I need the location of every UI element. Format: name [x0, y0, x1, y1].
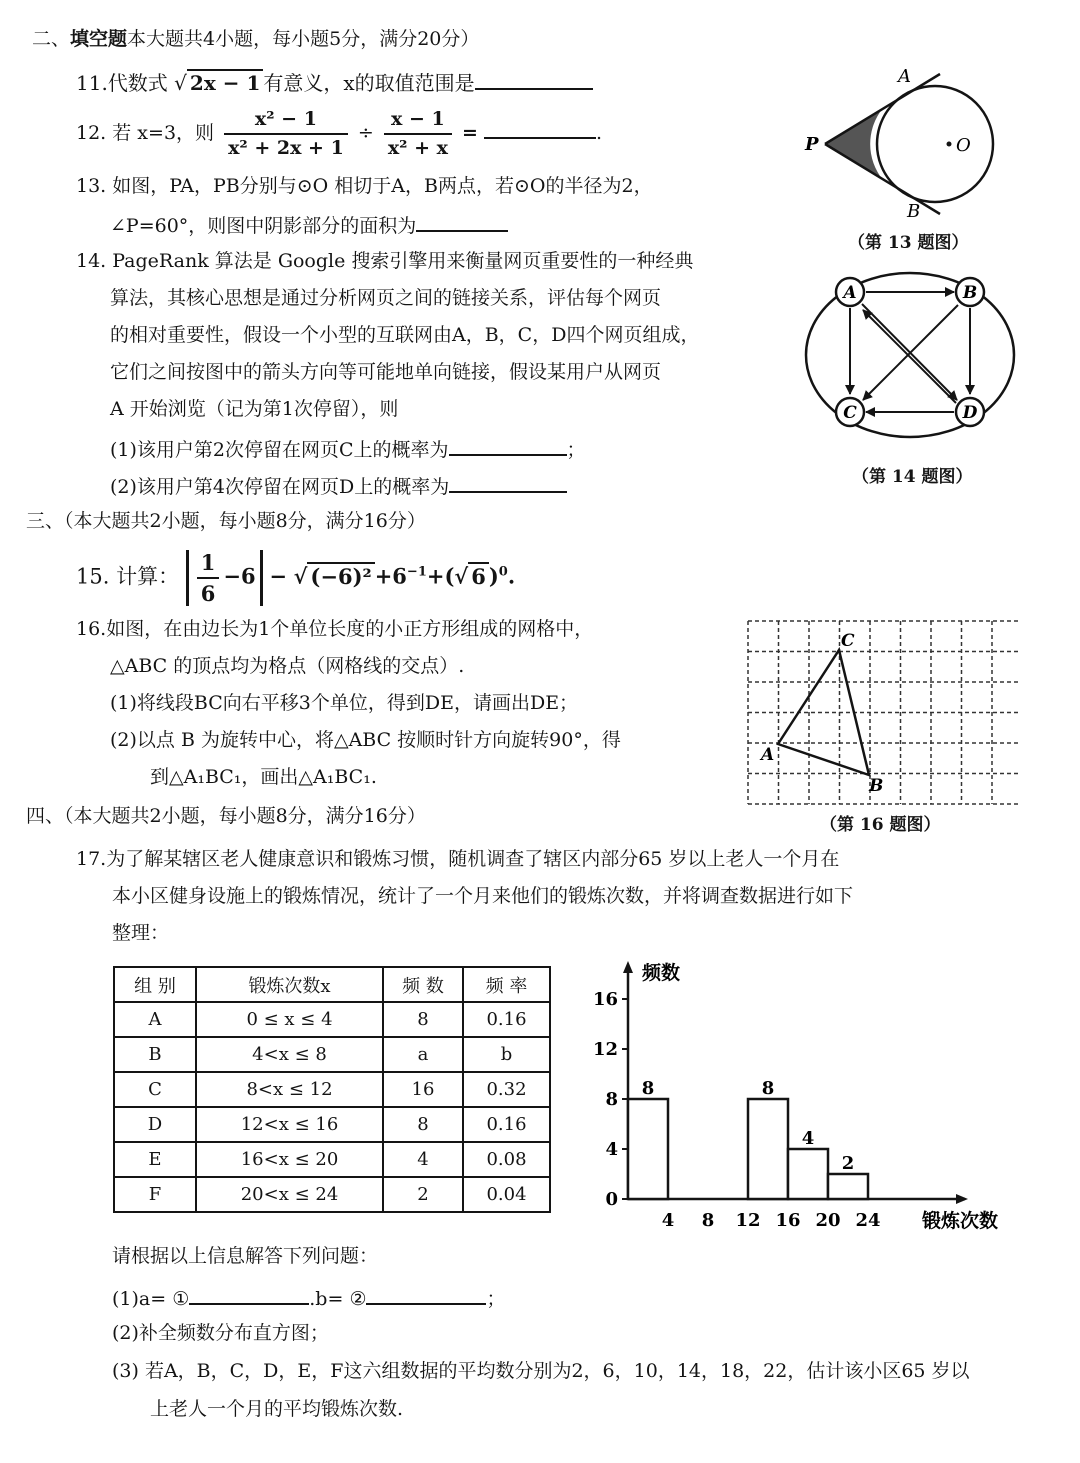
question-11 [76, 70, 593, 95]
blank-marker-1: ① [172, 1288, 190, 1310]
figure-13 [795, 62, 1005, 222]
question-text: (1)a= [112, 1288, 167, 1310]
fraction-2 [384, 108, 452, 160]
cell: 2 [383, 1177, 463, 1212]
question-16-line1: 16.如图，在由边长为1个单位长度的小正方形组成的网格中， [76, 618, 594, 640]
question-text: (2)该用户第4次停留在网页D上的概率为 [110, 476, 450, 498]
fraction-1 [224, 108, 348, 160]
y-tick-label: 4 [605, 1139, 618, 1160]
histogram-bar [628, 1099, 668, 1199]
label-a: A [898, 66, 911, 87]
divide-sign: ÷ [357, 121, 374, 144]
y-axis-label: 频数 [642, 962, 681, 984]
frequency-histogram [590, 955, 1030, 1240]
answer-blank[interactable] [449, 473, 567, 493]
cell: 20<x ≤ 24 [196, 1177, 383, 1212]
x-tick-label: 4 [661, 1210, 675, 1231]
question-14-sub2 [110, 473, 567, 499]
blank-marker-2: ② [349, 1288, 367, 1310]
exponent: 0 [498, 564, 508, 580]
cell: 0 ≤ x ≤ 4 [196, 1002, 383, 1037]
question-13-line1: 13. 如图，PA，PB分别与⊙O 相切于A，B两点，若⊙O的半径为2， [76, 175, 653, 197]
node-b-label: B [962, 283, 978, 303]
term: +( [426, 563, 455, 589]
question-17-sub2: (2)补全频数分布直方图； [112, 1322, 329, 1344]
question-16-line4: (2)以点 B 为旋转中心，将△ABC 按顺时针方向旋转90°，得 [110, 729, 621, 751]
question-14-line4: 它们之间按图中的箭头方向等可能地单向链接，假设某用户从网页 [110, 361, 662, 383]
label-c: C [841, 631, 855, 651]
node-d-label: D [962, 403, 978, 423]
question-17-line1: 17.为了解某辖区老人健康意识和锻炼习惯，随机调查了辖区内部分65 岁以上老人一个月在 [76, 848, 840, 870]
term: −6 [223, 563, 256, 589]
frequency-table [113, 966, 551, 1213]
x-axis-arrow [956, 1194, 968, 1204]
cell: b [463, 1037, 550, 1072]
figure-16 [745, 618, 1020, 808]
header-group: 组 别 [114, 967, 196, 1002]
tangent-pb [825, 144, 940, 214]
cell: 8 [383, 1002, 463, 1037]
question-16-line2: △ABC 的顶点均为格点（网格线的交点）. [110, 655, 465, 677]
answer-blank[interactable] [449, 436, 567, 456]
answer-blank-a[interactable] [189, 1285, 309, 1305]
node-d [956, 398, 984, 426]
question-14-sub1 [110, 436, 586, 462]
histogram-bar [828, 1174, 868, 1199]
sqrt-expression: √ 2x − 1 [174, 69, 263, 95]
figure-13-caption: （第 13 题图） [848, 233, 969, 253]
label-b: B [869, 776, 884, 796]
question-14-line5: A 开始浏览（记为第1次停留），则 [110, 398, 399, 420]
denominator: 6 [200, 581, 216, 607]
denominator: x² + x [387, 136, 448, 159]
x-tick-label: 24 [855, 1210, 881, 1231]
label-a: A [761, 745, 775, 765]
denominator: x² + 2x + 1 [228, 136, 344, 159]
punctuation: ； [486, 1288, 506, 1310]
cell: 4<x ≤ 8 [196, 1037, 383, 1072]
bar-value-label: 4 [801, 1128, 815, 1149]
cell: a [383, 1037, 463, 1072]
absolute-value [186, 550, 263, 606]
section-3-heading: 三、（本大题共2小题，每小题8分，满分16分） [26, 510, 426, 532]
question-text: (1)该用户第2次停留在网页C上的概率为 [110, 439, 449, 461]
cell: 8 [383, 1107, 463, 1142]
question-12 [76, 108, 602, 160]
header-rate: 频 率 [463, 967, 550, 1002]
term: ) [488, 563, 499, 589]
cell: 16<x ≤ 20 [196, 1142, 383, 1177]
table-row [114, 1072, 550, 1107]
section-description: 本大题共4小题，每小题5分，满分20分） [127, 28, 480, 50]
y-tick-label: 0 [605, 1189, 618, 1210]
table-row [114, 1037, 550, 1072]
question-16-line3: (1)将线段BC向右平移3个单位，得到DE，请画出DE； [110, 692, 579, 714]
question-17-sub1 [112, 1285, 506, 1311]
center-point [947, 142, 952, 147]
table-row [114, 1177, 550, 1212]
question-text: ∠P=60°，则图中阴影部分的面积为 [110, 215, 417, 237]
answer-blank[interactable] [484, 119, 596, 139]
question-14-line2: 算法，其核心思想是通过分析网页之间的链接关系，评估每个网页 [110, 287, 662, 309]
node-a-label: A [843, 283, 857, 303]
exponent: −1 [406, 564, 427, 580]
table-row [114, 1142, 550, 1177]
question-text: 若 x=3，则 [112, 121, 215, 144]
answer-blank-b[interactable] [366, 1285, 486, 1305]
cell: E [114, 1142, 196, 1177]
section-2-heading [32, 28, 479, 51]
table-header-row [114, 967, 550, 1002]
cell: B [114, 1037, 196, 1072]
label-p: P [805, 134, 819, 155]
radicand: 2x − 1 [187, 69, 263, 95]
cell: 12<x ≤ 16 [196, 1107, 383, 1142]
cell: 0.04 [463, 1177, 550, 1212]
figure-14 [800, 270, 1020, 450]
figure-14-caption: （第 14 题图） [852, 467, 973, 487]
section-number: 二、 [32, 28, 71, 50]
question-number: 12. [76, 121, 107, 144]
header-frequency: 频 数 [383, 967, 463, 1002]
question-17-sub3-line1: (3) 若A，B，C，D，E，F这六组数据的平均数分别为2，6，10，14，18，22，估计该小区65 岁以 [112, 1360, 970, 1382]
label-b: B [907, 201, 921, 222]
question-17-line2: 本小区健身设施上的锻炼情况，统计了一个月来他们的锻炼次数，并将调查数据进行如下 [112, 885, 854, 907]
y-tick-label: 8 [605, 1089, 618, 1110]
period: . [507, 563, 516, 589]
node-c-label: C [843, 403, 857, 423]
figure-16-caption: （第 16 题图） [820, 815, 941, 835]
question-17-ask: 请根据以上信息解答下列问题： [112, 1245, 379, 1267]
histogram-bar [748, 1099, 788, 1199]
operator: − [269, 563, 287, 589]
question-14-line1: 14. PageRank 算法是 Google 搜索引擎用来衡量网页重要性的一种经典 [76, 250, 694, 272]
question-text: 有意义，x的取值范围是 [263, 71, 475, 95]
punctuation: ； [566, 439, 586, 461]
question-number: 11. [76, 71, 108, 95]
cell: 4 [383, 1142, 463, 1177]
cell: 0.08 [463, 1142, 550, 1177]
question-13-line2 [110, 212, 508, 238]
y-tick-label: 12 [592, 1039, 618, 1060]
radicand: (−6)² [307, 562, 374, 589]
cell: 0.16 [463, 1002, 550, 1037]
shaded-region [825, 108, 883, 180]
fraction [197, 550, 220, 606]
x-axis-label: 锻炼次数 [922, 1210, 999, 1232]
section-4-heading: 四、（本大题共2小题，每小题8分，满分16分） [26, 805, 426, 827]
table-row [114, 1107, 550, 1142]
sqrt-expression: √ (−6)² [294, 562, 375, 589]
radicand: 6 [468, 562, 489, 589]
table-row [114, 1002, 550, 1037]
x-tick-label: 16 [775, 1210, 801, 1231]
question-14-line3: 的相对重要性，假设一个小型的互联网由A，B，C，D四个网页组成， [110, 324, 700, 346]
question-text: 计算： [116, 564, 180, 589]
numerator: x − 1 [384, 108, 452, 135]
question-text: 代数式 [107, 71, 168, 95]
numerator: 1 [197, 550, 220, 579]
edge-d-to-a [863, 310, 956, 403]
cell: 0.16 [463, 1107, 550, 1142]
cell: F [114, 1177, 196, 1212]
cell: D [114, 1107, 196, 1142]
bar-value-label: 2 [841, 1153, 855, 1174]
circle-o [877, 86, 993, 202]
x-tick-label: 20 [815, 1210, 841, 1231]
node-b [956, 278, 984, 306]
answer-blank[interactable] [475, 70, 593, 90]
equals-sign: = [462, 121, 478, 144]
cell: 16 [383, 1072, 463, 1107]
question-text: .b= [309, 1288, 344, 1310]
histogram-bar [788, 1149, 828, 1199]
question-15 [76, 550, 515, 606]
bar-value-label: 8 [641, 1078, 655, 1099]
chart-bars [628, 1078, 868, 1199]
cell: 8<x ≤ 12 [196, 1072, 383, 1107]
dashed-grid [748, 621, 1020, 804]
cell: C [114, 1072, 196, 1107]
sqrt-expression-2: √ 6 [454, 562, 488, 589]
term: +6 [374, 563, 407, 589]
period: . [595, 121, 603, 144]
numerator: x² − 1 [224, 108, 348, 135]
y-tick-label: 16 [592, 989, 618, 1010]
header-count-range: 锻炼次数x [196, 967, 383, 1002]
bar-value-label: 8 [761, 1078, 775, 1099]
tangent-pa [825, 74, 940, 144]
answer-blank[interactable] [416, 212, 508, 232]
label-o: O [956, 135, 971, 156]
question-17-line3: 整理： [112, 922, 170, 944]
node-c [836, 398, 864, 426]
cell: A [114, 1002, 196, 1037]
node-a [836, 278, 864, 306]
cell: 0.32 [463, 1072, 550, 1107]
x-tick-label: 12 [735, 1210, 761, 1231]
x-tick-label: 8 [701, 1210, 715, 1231]
section-title: 填空题 [70, 28, 128, 50]
question-16-line5: 到△A₁BC₁，画出△A₁BC₁. [150, 766, 377, 788]
question-17-sub3-line2: 上老人一个月的平均锻炼次数. [150, 1398, 404, 1420]
question-number: 15. [76, 564, 110, 589]
y-axis-arrow [623, 961, 633, 973]
